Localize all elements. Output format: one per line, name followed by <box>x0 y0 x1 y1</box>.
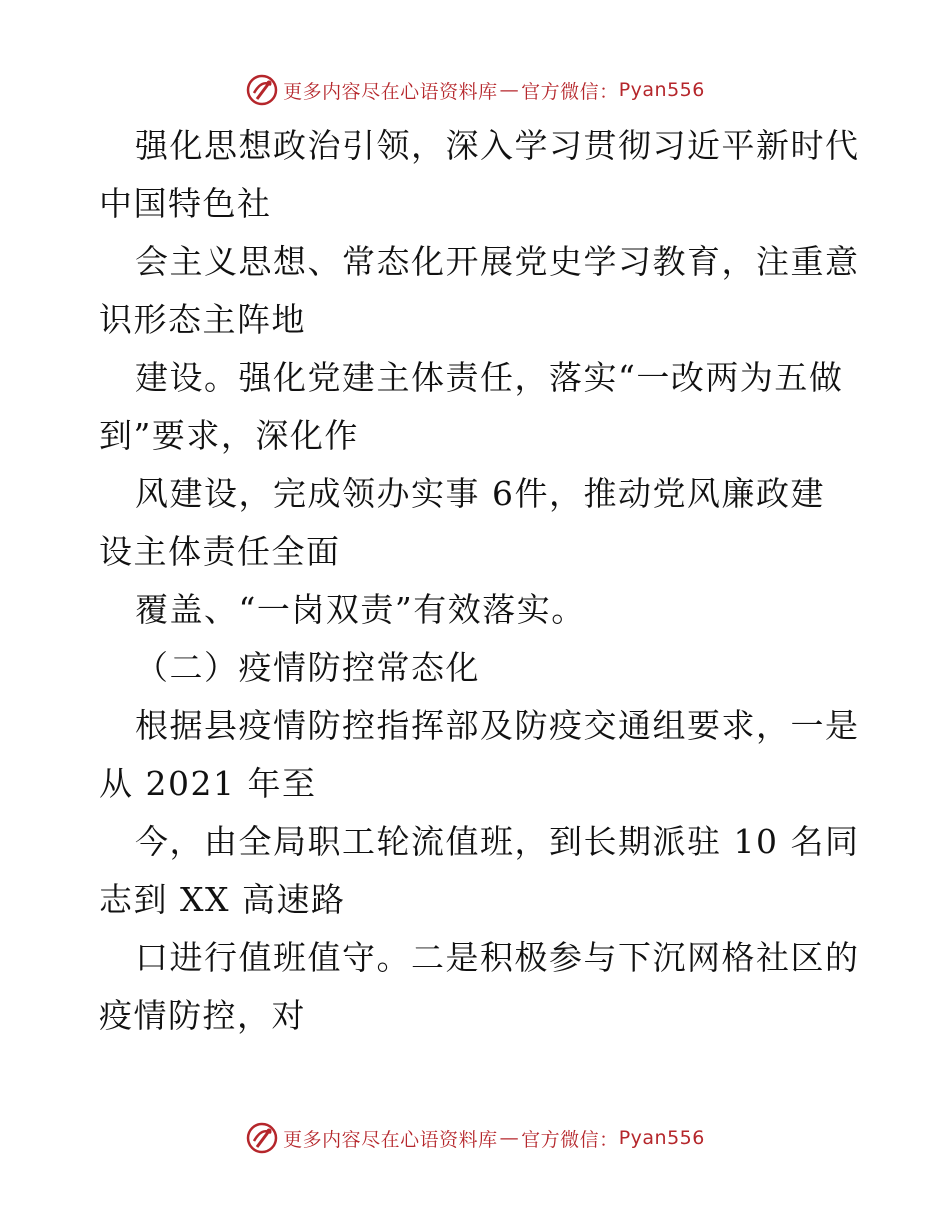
brand-logo-icon <box>245 73 279 107</box>
banner-wechat-id: Pyan556 <box>618 1127 705 1149</box>
text-line: 志到 XX 高速路 <box>99 880 346 919</box>
text-line: 覆盖、“一岗双责”有效落实。 <box>135 590 586 629</box>
text-line: 强化思想政治引领，深入学习贯彻习近平新时代 <box>135 126 859 165</box>
text-line: 到”要求，深化作 <box>99 416 359 455</box>
text-line: 今，由全局职工轮流值班，到长期派驻 10 名同 <box>135 822 859 861</box>
banner-separator: — <box>499 79 520 101</box>
banner-wechat-id: Pyan556 <box>618 79 705 101</box>
text-line: 疫情防控，对 <box>99 996 306 1035</box>
text-line: 建设。强化党建主体责任，落实“一改两为五做 <box>135 358 844 397</box>
document-body <box>99 117 859 1045</box>
header-banner <box>0 70 950 110</box>
banner-text: 更多内容尽在心语资料库 <box>283 80 498 103</box>
banner-separator: — <box>499 1127 520 1149</box>
banner-text: 更多内容尽在心语资料库 <box>283 1128 498 1151</box>
banner-wechat-label: 官方微信： <box>521 1128 619 1151</box>
text-line: 设主体责任全面 <box>99 532 341 571</box>
footer-banner <box>0 1118 950 1158</box>
text-line: 识形态主阵地 <box>99 300 306 339</box>
brand-logo-icon <box>245 1121 279 1155</box>
text-line: 风建设，完成领办实事 6件，推动党风廉政建 <box>135 474 825 513</box>
text-line: （二）疫情防控常态化 <box>135 648 480 687</box>
text-line: 根据县疫情防控指挥部及防疫交通组要求，一是 <box>135 706 859 745</box>
text-line: 口进行值班值守。二是积极参与下沉网格社区的 <box>135 938 859 977</box>
text-line: 中国特色社 <box>99 184 272 223</box>
text-line: 从 2021 年至 <box>99 764 317 803</box>
text-line: 会主义思想、常态化开展党史学习教育，注重意 <box>135 242 859 281</box>
banner-wechat-label: 官方微信： <box>521 80 619 103</box>
